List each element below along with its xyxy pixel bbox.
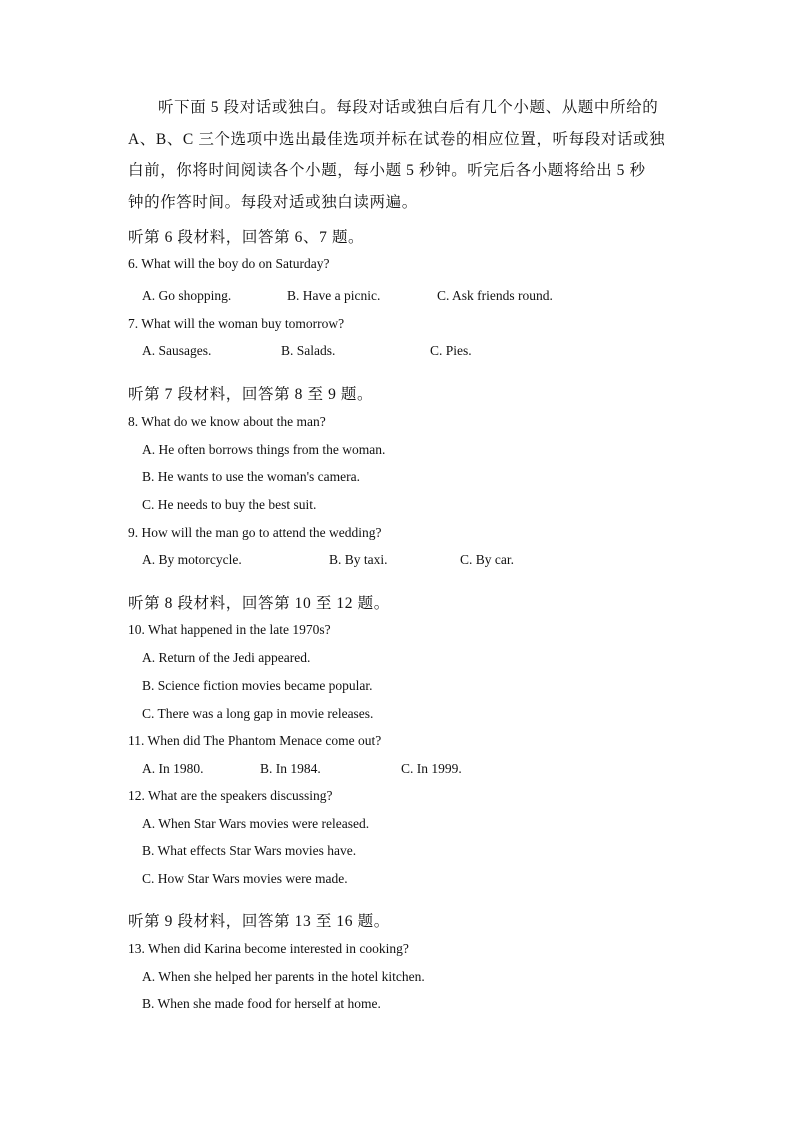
section-heading: 听第 6 段材料，回答第 6、7 题。 — [128, 229, 365, 246]
option-a: A. In 1980. — [142, 761, 204, 776]
instructions-line: A、B、C 三个选项中选出最佳选项并标在试卷的相应位置，听每段对话或独 — [128, 130, 666, 148]
option-c: C. Ask friends round. — [437, 288, 553, 303]
option-b: B. By taxi. — [329, 552, 388, 567]
option-c: C. Pies. — [430, 343, 472, 358]
option-b: B. In 1984. — [260, 761, 321, 776]
section-heading: 听第 9 段材料，回答第 13 至 16 题。 — [128, 913, 390, 930]
section-heading: 听第 7 段材料，回答第 8 至 9 题。 — [128, 386, 374, 403]
option-b: B. Have a picnic. — [287, 288, 381, 303]
instructions-line: 钟的作答时间。每段对适或独白读两遍。 — [128, 193, 418, 211]
question-text: 6. What will the boy do on Saturday? — [128, 256, 330, 271]
option-c: C. In 1999. — [401, 761, 462, 776]
section-heading: 听第 8 段材料，回答第 10 至 12 题。 — [128, 595, 390, 612]
instructions-paragraph — [128, 92, 668, 218]
option-b: B. When she made food for herself at home. — [142, 996, 381, 1011]
instructions-line: 白前，你将时间阅读各个小题，每小题 5 秒钟。听完后各小题将给出 5 秒 — [128, 162, 646, 179]
question-text: 9. How will the man go to attend the wedding? — [128, 525, 382, 540]
option-a: A. When Star Wars movies were released. — [142, 816, 370, 831]
option-a: A. When she helped her parents in the hotel kitchen. — [142, 969, 425, 984]
option-c: C. He needs to buy the best suit. — [142, 497, 317, 512]
option-a: A. Return of the Jedi appeared. — [142, 650, 311, 665]
question-text: 10. What happened in the late 1970s? — [128, 622, 331, 637]
option-b: B. Science fiction movies became popular. — [142, 678, 373, 693]
option-c: C. There was a long gap in movie releases. — [142, 706, 374, 721]
option-c: C. How Star Wars movies were made. — [142, 871, 348, 886]
option-a: A. He often borrows things from the woman. — [142, 442, 386, 457]
option-b: B. He wants to use the woman's camera. — [142, 469, 360, 484]
option-c: C. By car. — [460, 552, 514, 567]
option-a: A. By motorcycle. — [142, 552, 242, 567]
question-text: 8. What do we know about the man? — [128, 414, 326, 429]
question-text: 7. What will the woman buy tomorrow? — [128, 316, 345, 331]
question-text: 13. When did Karina become interested in cooking? — [128, 941, 409, 956]
option-b: B. What effects Star Wars movies have. — [142, 843, 357, 858]
question-text: 12. What are the speakers discussing? — [128, 788, 333, 803]
option-a: A. Go shopping. — [142, 288, 232, 303]
question-text: 11. When did The Phantom Menace come out? — [128, 733, 382, 748]
instructions-line: 听下面 5 段对话或独白。每段对话或独白后有几个小题、从题中所给的 — [158, 99, 659, 116]
option-b: B. Salads. — [281, 343, 336, 358]
option-a: A. Sausages. — [142, 343, 212, 358]
